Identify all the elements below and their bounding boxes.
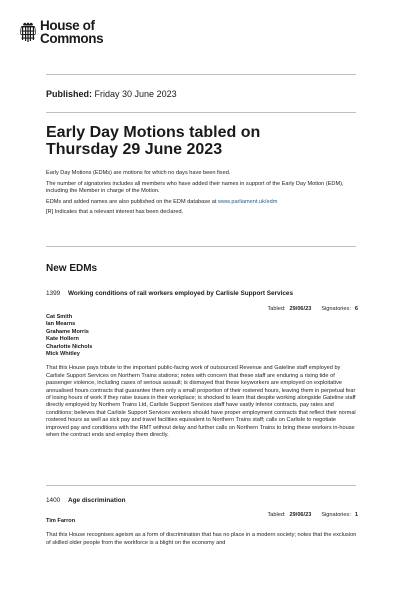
edm-tabled-value: 29/06/23 — [289, 306, 312, 312]
edm-member: Kate Hollern — [46, 336, 79, 343]
page-title-line-2: Thursday 29 June 2023 — [46, 141, 223, 158]
edm-title: Age discrimination — [68, 497, 126, 504]
divider-published — [46, 112, 356, 113]
page-title-line-1: Early Day Motions tabled on — [46, 124, 261, 141]
page-title — [46, 124, 366, 158]
intro-paragraph-3-text: EDMs and added names are also published on the EDM database at — [46, 198, 218, 205]
edm-tabled-value: 29/06/23 — [289, 512, 312, 518]
edm-signatories-value: 1 — [354, 512, 358, 518]
divider-edm — [46, 485, 356, 486]
intro-paragraph-4: [R] Indicates that a relevant interest has been declared. — [46, 209, 184, 216]
edm-member: Mick Whitley — [46, 351, 80, 358]
edm-number: 1400 — [46, 497, 61, 504]
intro-paragraph-1: Early Day Motions (EDMs) are motions for which no days have been fixed. — [46, 170, 231, 176]
edm-members — [46, 314, 358, 358]
intro-text — [46, 170, 358, 220]
edm-item — [46, 497, 358, 547]
edm-member: Grahame Morris — [46, 328, 89, 335]
edm-motion-text: That this House pays tribute to the important public-facing work of outsourced Revenue and Gateline staff employed by Carlisle Support Services on Northern Trains stations; notes with concern that these staff are enduring a rising tide of passenger violence, including cases of serious assault; is dismayed that these keyworkers are employed on exploitative annualised hours contracts that guarantee them only a small proportion of their rostered hours, leaving them in perpetual fear of losing hours of work if they raise issues in their workplace; is shocked to learn that despite working alongside Gateline staff directly employed by Northern Trains Ltd, Carlisle Support Services staff have vastly inferior contracts, pay rates and conditions; believes that Carlisle Support Services workers should have proper employment contracts that reflect their normal rostered hours as well as sick pay and travel facilities equivalent to Northern Trains staff; calls on Carlisle to negotiate improved pay and conditions with the RMT without delay and further calls on Northern Trains to bring these workers in-house when the contract ends and employ them directly. — [46, 365, 356, 439]
published-label: Published: — [46, 89, 93, 99]
edm-item — [46, 290, 358, 440]
published-value: Friday 30 June 2023 — [94, 89, 177, 99]
edm-meta — [46, 306, 358, 312]
edm-signatories-label: Signatories: — [321, 306, 351, 312]
logo-wordmark — [40, 20, 103, 45]
divider-top — [46, 74, 356, 75]
edm-signatories-value: 6 — [354, 306, 358, 312]
edm-tabled — [268, 306, 312, 312]
intro-paragraph-3 — [46, 199, 358, 207]
edm-signatories — [321, 306, 358, 312]
edm-database-link[interactable]: www.parliament.uk/edm — [217, 198, 278, 205]
divider-intro — [46, 246, 356, 247]
edm-title: Working conditions of rail workers employed by Carlisle Support Services — [68, 290, 294, 297]
portcullis-icon — [20, 22, 36, 44]
edm-member: Ian Mearns — [46, 321, 76, 328]
edm-member: Tim Farron — [46, 518, 76, 524]
logo-line-1: House of — [40, 18, 95, 33]
house-of-commons-logo — [20, 20, 103, 45]
edm-signatories-label: Signatories: — [321, 512, 351, 518]
edm-tabled — [268, 512, 312, 518]
edm-member: Cat Smith — [46, 314, 73, 320]
edm-heading — [46, 290, 358, 298]
edm-motion-text: That this House recognises ageism as a form of discrimination that has no place in a modern society; notes that the exclusion of skilled older people from the workforce is a blight on the economy and — [46, 532, 357, 546]
edm-heading — [46, 497, 358, 505]
edm-number: 1399 — [46, 290, 61, 297]
edm-members — [46, 518, 358, 525]
edm-tabled-label: Tabled: — [267, 512, 286, 518]
edm-signatories — [321, 512, 358, 518]
published-date — [46, 89, 177, 99]
edm-member: Charlotte Nichols — [46, 343, 93, 350]
section-title-new-edms: New EDMs — [46, 263, 98, 274]
intro-paragraph-2: The number of signatories includes all members who have added their names in support of the Early Day Motion (EDM), including the Member in charge of the Motion. — [46, 180, 344, 195]
logo-line-2: Commons — [40, 30, 104, 46]
edm-tabled-label: Tabled: — [267, 306, 286, 312]
